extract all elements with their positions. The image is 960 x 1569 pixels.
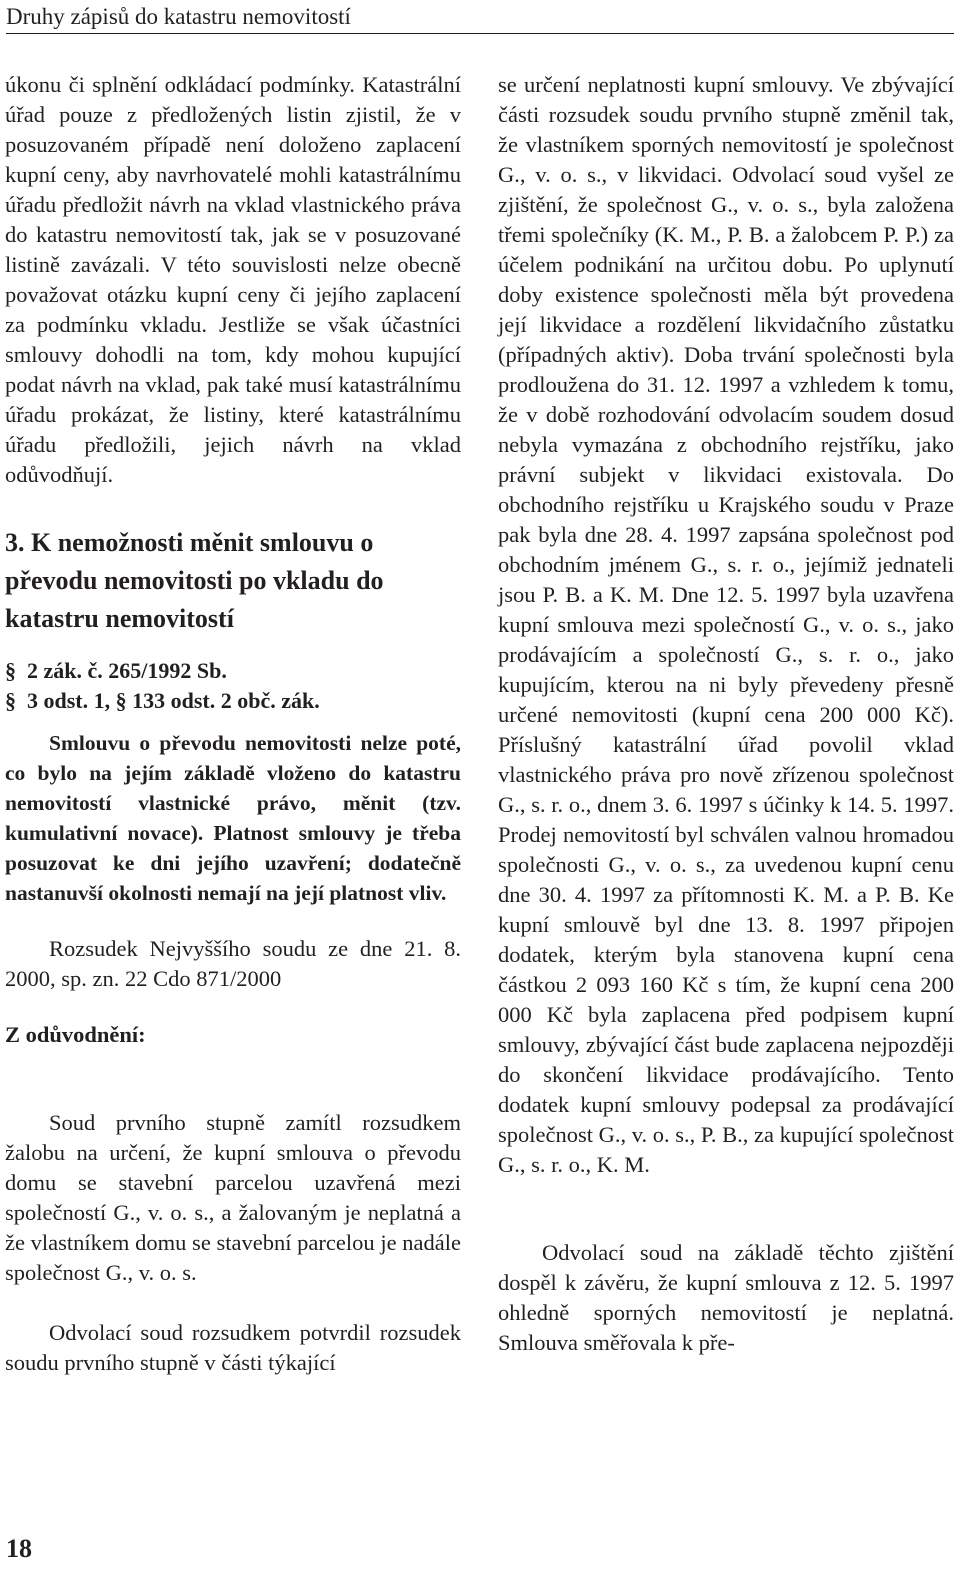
legal-summary: Smlouvu o převodu nemovitosti nelze poté, co bylo na jejím základě vloženo do katastru nemovitostí vlastnické právo, měnit (tzv. kumulativní novace). Platnost smlouvy je třeba posuzovat ke dni jejího uzavření; dodatečně nastanuvší okolnosti nemají na její platnost vliv. bbox=[5, 731, 461, 905]
section-heading: 3. K nemožnosti měnit smlouvu o převodu nemovitosti po vkladu do katastru nemovitostí bbox=[5, 528, 384, 633]
right-paragraph-2: Odvolací soud na základě těchto zjištění dospěl k závěru, že kupní smlouva z 12. 5. 1997 ohledně sporných nemovitostí je neplatná. Smlouva směřovala k pře- bbox=[498, 1240, 954, 1355]
section-sign-icon: § bbox=[5, 658, 16, 683]
left-paragraph-2: Soud prvního stupně zamítl rozsudkem žalobu na určení, že kupní smlouva o převodu domu se stavební parcelou uzavřená mezi společností G., v. o. s., a žalovaným je neplatná a že vlastníkem domu se stavební parcelou je nadále společnost G., v. o. s. bbox=[5, 1110, 461, 1285]
statute-references bbox=[5, 656, 461, 716]
statute-reference-1 bbox=[5, 656, 461, 686]
reasoning-subheading: Z odůvodnění: bbox=[5, 1022, 146, 1047]
running-head: Druhy zápisů do katastru nemovitostí bbox=[6, 2, 954, 34]
statute-reference-2 bbox=[5, 686, 461, 716]
right-paragraph-1: se určení neplatnosti kupní smlouvy. Ve zbývající části rozsudek soudu prvního stupně změnil tak, že vlastníkem sporných nemovitostí je společnost G., v. o. s., v likvidaci. Odvolací soud vyšel ze zjištění, že společnost G., v. o. s., byla založena třemi společníky (K. M., P. B. a žalobcem P. P.) za účelem podnikání na určitou dobu. Po uplynutí doby existence společnosti měla být provedena její likvidace a rozdělení likvidačního zůstatku (případných aktiv). Doba trvání společnosti byla prodloužena do 31. 12. 1997 a vzhledem k tomu, že v době rozhodování odvolacím soudem dosud nebyla vymazána z obchodního rejstříku, jako právní subjekt v likvidaci existovala. Do obchodního rejstříku u Krajského soudu v Praze pak byla dne 28. 4. 1997 zapsána společnost pod obchodním jménem G., s. r. o., jejímiž jednateli jsou P. B. a K. M. Dne 12. 5. 1997 byla uzavřena kupní smlouva mezi společností G., v. o. s., jako prodávajícím a společností G., s. r. o., jako kupujícím, kterou na ni byly převedeny přesně určené nemovitosti (kupní cena 200 000 Kč). Příslušný katastrální úřad povolil vklad vlastnického práva pro nově zřízenou společnost G., s. r. o., dnem 3. 6. 1997 s účinky k 14. 5. 1997. Prodej nemovitostí byl schválen valnou hromadou společnosti G., v. o. s., za uvedenou kupní cenu dne 30. 4. 1997 za přítomnosti K. M. a P. B. Ke kupní smlouvě byl dne 13. 8. 1997 připojen dodatek, kterým byla stanovena kupní cena částkou 2 093 160 Kč s tím, že kupní cena 200 000 Kč byla zaplacena před podpisem kupní smlouvy, zbývající část bude zaplacena nejpozději do skončení likvidace prodávajícího. Tento dodatek kupní smlouvy podepsal za prodávající společnost G., v. o. s., P. B., za kupující společnost G., s. r. o., K. M. bbox=[498, 72, 955, 1177]
page-number: 18 bbox=[6, 1534, 32, 1563]
court-decision-citation: Rozsudek Nejvyššího soudu ze dne 21. 8. 2000, sp. zn. 22 Cdo 871/2000 bbox=[5, 936, 461, 991]
statute-reference-1-text: 2 zák. č. 265/1992 Sb. bbox=[27, 658, 227, 683]
left-column bbox=[5, 70, 461, 1378]
left-paragraph-1: úkonu či splnění odkládací podmínky. Katastrální úřad pouze z předložených listin zjistil, že v posuzovaném případě není doloženo zaplacení kupní ceny, aby navrhovatelé mohli katastrálnímu úřadu předložit návrh na vklad vlastnického práva do katastru nemovitostí tak, jak se v posuzované listině zavázali. V této souvislosti nelze obecně považovat otázku kupní ceny či jejího zaplacení za podmínku vkladu. Jestliže se však účastníci smlouvy dohodli na tom, kdy mohou kupující podat návrh na vklad, pak také musí katastrálnímu úřadu prokázat, že listiny, které katastrálnímu úřadu předložili, jejich návrh na vklad odůvodňují. bbox=[5, 72, 461, 487]
left-paragraph-3: Odvolací soud rozsudkem potvrdil rozsudek soudu prvního stupně v části týkající bbox=[5, 1320, 461, 1375]
statute-reference-2-text: 3 odst. 1, § 133 odst. 2 obč. zák. bbox=[27, 688, 320, 713]
section-sign-icon: § bbox=[5, 688, 16, 713]
right-column bbox=[498, 70, 954, 1358]
